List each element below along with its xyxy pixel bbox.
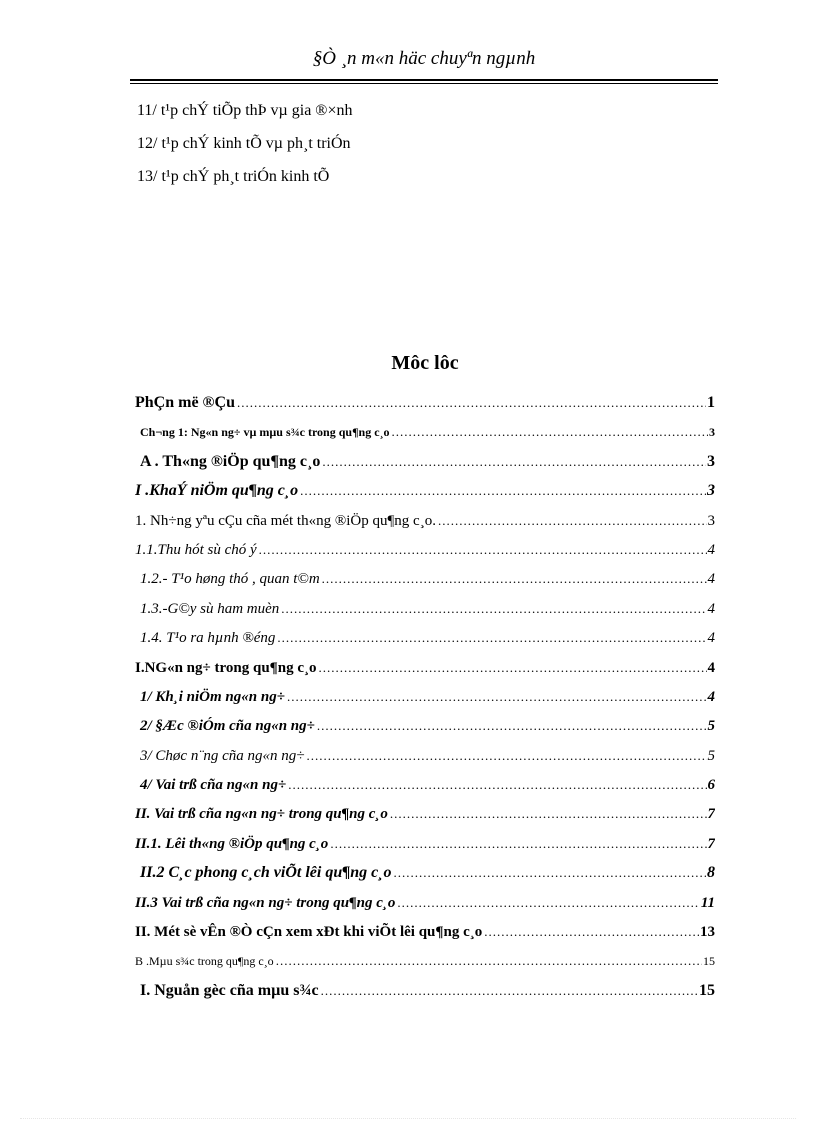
toc-entry[interactable] (135, 770, 715, 799)
toc-leader (281, 594, 706, 623)
toc-entry[interactable] (135, 623, 715, 652)
header-rule-thin (130, 83, 718, 84)
toc-entry-label: II. Mét sè vÊn ®Ò cÇn xem xÐt khi viÕt lêi qu¶ng c¸o (135, 924, 483, 941)
toc-entry[interactable] (135, 388, 715, 417)
toc-entry[interactable] (135, 564, 715, 593)
toc-entry[interactable] (135, 447, 715, 476)
toc-leader (288, 770, 706, 799)
toc-leader (276, 946, 702, 975)
toc-entry-page: 4 (707, 571, 715, 588)
toc-entry[interactable] (135, 506, 715, 535)
toc-entry-page: 7 (707, 806, 715, 823)
reference-item: 11/ t¹p chÝ tiÕp thÞ vµ gia ®×nh (137, 102, 353, 119)
toc-entry-page: 15 (703, 954, 715, 969)
toc-entry-label: 1/ Kh¸i niÖm ng«n ng÷ (140, 688, 285, 705)
toc-entry[interactable] (135, 888, 715, 917)
toc-leader (484, 917, 699, 946)
page-bottom-divider (20, 1118, 796, 1119)
toc-entry[interactable] (135, 653, 715, 682)
toc-entry-page: 5 (707, 747, 715, 764)
toc-entry-page: 3 (707, 482, 715, 500)
toc-entry-page: 5 (707, 718, 715, 735)
toc-title: Môc lôc (391, 352, 459, 374)
toc-entry-page: 7 (707, 835, 715, 852)
header-rule-thick (130, 79, 718, 81)
reference-item: 12/ t¹p chÝ kinh tÕ vµ ph¸t triÓn (137, 135, 351, 152)
toc-entry-label: A . Th«ng ®iÖp qu¶ng c¸o (140, 452, 321, 470)
toc-leader (392, 417, 708, 446)
toc-entry-label: II. Vai trß cña ng«n ng÷ trong qu¶ng c¸o (135, 806, 388, 823)
toc-leader (237, 388, 706, 417)
toc-entry-label: 2/ §Æc ®iÓm cña ng«n ng÷ (140, 718, 315, 735)
toc-entry-label: 1.2.- T¹o høng thó , quan t©m (140, 571, 320, 588)
toc-entry-page: 3 (709, 425, 715, 440)
toc-entry[interactable] (135, 682, 715, 711)
toc-entry[interactable] (135, 976, 715, 1005)
toc-leader (287, 682, 707, 711)
toc-leader (321, 976, 698, 1005)
toc-leader (390, 799, 707, 828)
toc-leader (300, 476, 706, 505)
toc-entry[interactable] (135, 829, 715, 858)
toc-entry[interactable] (135, 476, 715, 505)
toc-entry[interactable] (135, 417, 715, 446)
toc-leader (319, 653, 707, 682)
toc-leader (322, 564, 707, 593)
table-of-contents (135, 388, 715, 1005)
toc-leader (322, 447, 706, 476)
toc-entry[interactable] (135, 594, 715, 623)
toc-entry-page: 4 (707, 630, 715, 647)
toc-entry-label: B .Mµu s¾c trong qu¶ng c¸o (135, 954, 274, 969)
toc-leader (306, 741, 706, 770)
toc-entry-label: II.1. Lêi th«ng ®iÖp qu¶ng c¸o (135, 835, 329, 852)
toc-entry-label: 1.1.Thu hót sù chó ý (135, 541, 257, 558)
toc-entry[interactable] (135, 858, 715, 887)
running-header: §Ò ¸n m«n häc chuyªn ngµnh (312, 48, 536, 69)
toc-entry-label: I. Nguån gèc cña mµu s¾c (140, 981, 319, 999)
toc-entry-page: 4 (707, 659, 715, 676)
toc-entry-page: 4 (707, 688, 715, 705)
toc-entry[interactable] (135, 799, 715, 828)
toc-entry[interactable] (135, 946, 715, 975)
reference-list (137, 94, 717, 193)
toc-entry-page: 6 (707, 777, 715, 794)
toc-entry-page: 11 (700, 894, 715, 911)
toc-entry[interactable] (135, 711, 715, 740)
toc-entry-page: 1 (707, 394, 715, 411)
toc-entry-label: 1.4. T¹o ra hµnh ®éng (140, 630, 276, 647)
toc-entry-page: 3 (707, 512, 715, 529)
toc-leader (397, 888, 699, 917)
toc-entry-label: PhÇn më ®Çu (135, 394, 235, 411)
toc-leader (259, 535, 707, 564)
toc-entry-page: 13 (700, 924, 715, 941)
toc-entry[interactable] (135, 535, 715, 564)
toc-entry-label: 1. Nh÷ng yªu cÇu cña mét th«ng ®iÖp qu¶ng c¸o. (135, 512, 436, 529)
toc-leader (438, 506, 707, 535)
toc-leader (330, 829, 706, 858)
toc-leader (317, 711, 707, 740)
toc-entry-label: II.3 Vai trß cña ng«n ng÷ trong qu¶ng c¸o (135, 894, 396, 911)
toc-entry-page: 15 (699, 981, 715, 999)
toc-entry-label: II.2 C¸c phong c¸ch viÕt lêi qu¶ng c¸o (140, 864, 392, 882)
toc-entry-label: 1.3.-G©y sù ham muèn (140, 600, 280, 617)
toc-entry-label: Ch¬ng 1: Ng«n ng÷ vµ mµu s¾c trong qu¶ng c¸o (140, 425, 390, 440)
toc-entry-page: 8 (707, 864, 715, 882)
toc-entry-label: I.NG«n ng÷ trong qu¶ng c¸o (135, 659, 317, 676)
toc-leader (277, 623, 706, 652)
toc-entry[interactable] (135, 741, 715, 770)
toc-entry-page: 4 (707, 600, 715, 617)
toc-entry[interactable] (135, 917, 715, 946)
toc-leader (394, 858, 706, 887)
toc-entry-page: 3 (707, 452, 715, 470)
toc-entry-label: 3/ Chøc n¨ng cña ng«n ng÷ (140, 747, 305, 764)
reference-item: 13/ t¹p chÝ ph¸t triÓn kinh tÕ (137, 168, 330, 185)
toc-entry-label: 4/ Vai trß cña ng«n ng÷ (140, 777, 287, 794)
toc-entry-page: 4 (707, 541, 715, 558)
toc-entry-label: I .KhaÝ niÖm qu¶ng c¸o (135, 482, 299, 500)
